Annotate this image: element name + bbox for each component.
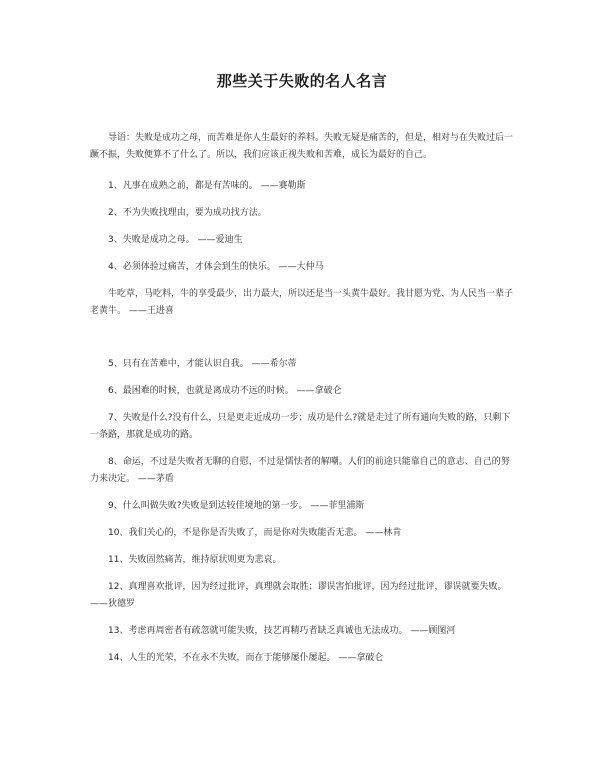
quote-item: 9、什么叫做失败?失败是到达较佳境地的第一步。 ——菲里浦斯	[108, 501, 365, 511]
quote-item: 2、不为失败找理由，要为成功找方法。	[108, 208, 267, 218]
quote-item: 6、最困难的时候，也就是离成功不远的时候。 ——拿破仑	[108, 386, 342, 396]
document-title: 那些关于失败的名人名言	[216, 72, 388, 90]
quote-item: 1、凡事在成熟之前，都是有苦味的。 ——赛勒斯	[108, 181, 306, 191]
quote-item: 12、真理喜欢批评，因为经过批评，真理就会取胜；谬误害怕批评，因为经过批评，谬误就要失败。 ——狄德罗	[90, 582, 507, 609]
quote-item: 3、失败是成功之母。 ——爱迪生	[108, 235, 243, 245]
quote-item: 牛吃草，马吃料，牛的享受最少，出力最大，所以还是当一头黄牛最好。我甘愿为党、为人民当一辈子老黄牛。 ——王进喜	[90, 289, 514, 316]
quote-item: 14、人生的光荣，不在永不失败，而在于能够屡仆屡起。 ——拿破仑	[108, 653, 384, 663]
quote-item: 5、只有在苦难中，才能认识自我。 ——希尔蒂	[108, 359, 297, 369]
quote-item: 4、必须体验过痛苦，才体会到生的快乐。 ——大仲马	[108, 262, 324, 272]
quote-item: 7、失败是什么?没有什么，只是更走近成功一步；成功是什么?就是走过了所有通向失败的路，只剩下一条路，那就是成功的路。	[90, 413, 511, 440]
quote-item: 8、命运，不过是失败者无聊的自慰，不过是懦怯者的解嘲。人们的前途只能靠自己的意志、自己的努力来决定。 ——茅盾	[90, 457, 510, 484]
quote-item: 13、考虑再周密者有疏忽就可能失败，技艺再精巧者缺乏真诚也无法成功。 ——顾图河	[108, 626, 456, 636]
quote-item: 10、我们关心的，不是你是否失败了，而是你对失败能否无悲。 ——林肯	[108, 528, 402, 538]
intro-paragraph: 导语：失败是成功之母，而苦难是你人生最好的养料。失败无疑是痛苦的，但是，相对与在失败过后一蹶不振，失败便算不了什么了。所以，我们应该正视失败和苦难，成长为最好的自己。	[90, 133, 514, 160]
quote-item: 11、失败固然痛苦，维持原状则更为悲哀。	[108, 555, 282, 565]
